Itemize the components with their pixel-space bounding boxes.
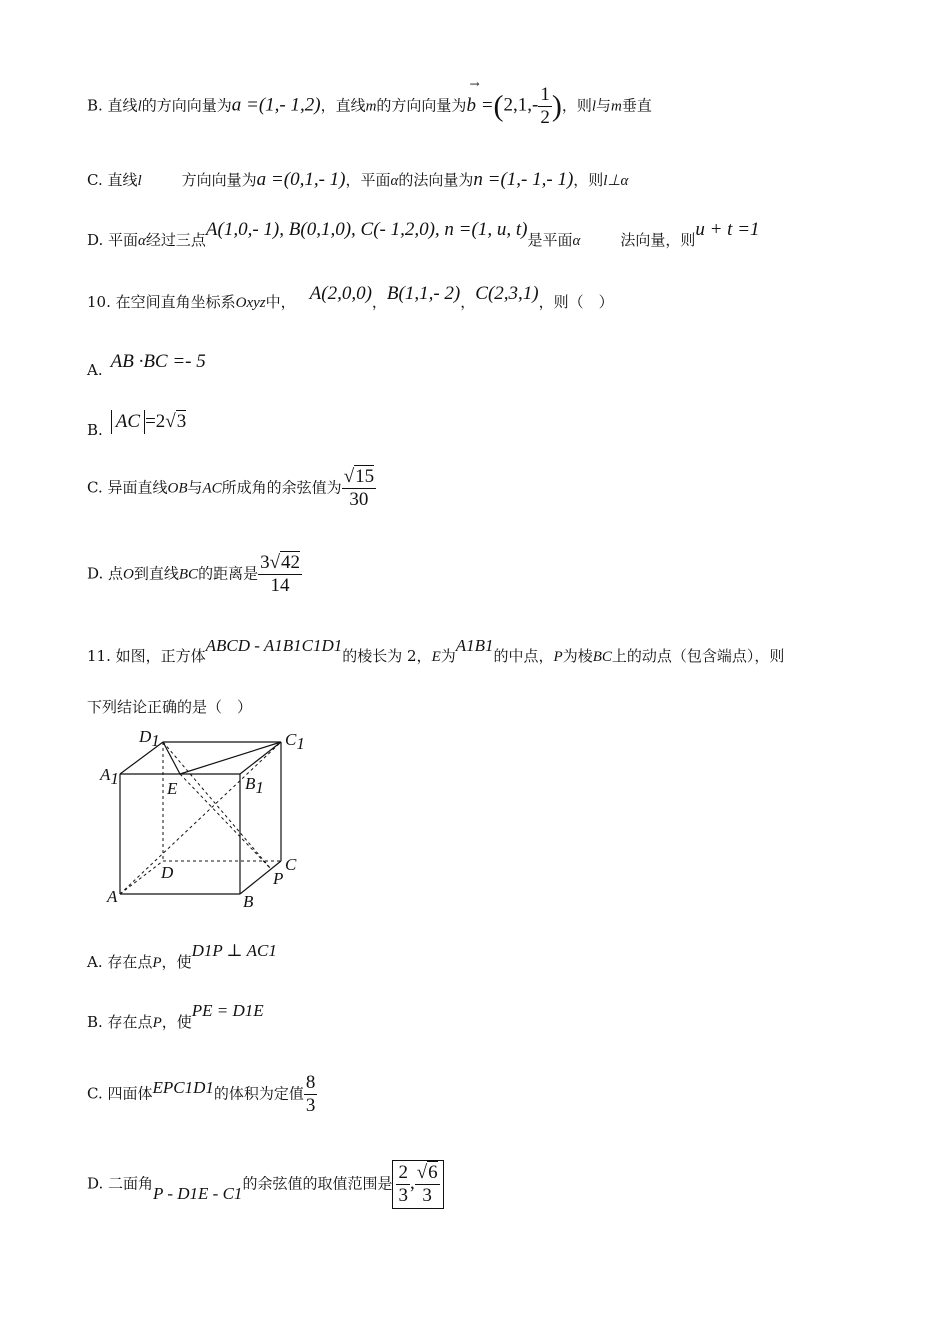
three-points: A(1,0,- 1), B(0,1,0), C(- 1,2,0), n =(1, u, t) [205,219,528,240]
normal-vector: n =(1,- 1,- 1) [473,169,574,190]
label-b: B [243,892,254,911]
vector-b: b = [466,94,494,116]
q11-option-c: C. 四面体EPC1D1的体积为定值 $\frac{8}{3}$ [87,1072,316,1116]
q10-stem: 10. 在空间直角坐标系Oxyz中， A(2,0,0)，B(1,1,- 2)，C(2,3,1)，则（ ） [87,283,614,311]
label-d1: D1 [139,727,160,750]
fraction-sqrt15-30: $\frac{√15}{30}$ [343,466,375,510]
fraction-half: $\frac{1}{2}$ [540,84,550,128]
line-ac1 [120,742,284,894]
var-l: l [137,98,142,115]
cube-figure [95,722,315,912]
fraction-3sqrt42-14: $\frac{3√42}{14}$ [260,552,301,596]
line-ec1 [180,742,281,774]
q11-stem-line2: 下列结论正确的是（ ） [87,698,253,716]
edge-ad [120,861,163,894]
q9-option-b: B. 直线l的方向向量为a =(1,- 1,2)，直线m的方向向量为 → b =(2,1,- $\frac{1}{2}$ )，则l与m垂直 [87,84,652,129]
label-a1: A1 [100,765,119,788]
q10-option-a: A. AB ·BC =- 5 [87,351,206,379]
label-b1: B1 [245,774,264,797]
label-c: C [285,855,297,874]
fraction-8-3: $\frac{8}{3}$ [305,1072,316,1116]
line-d1p [163,742,271,869]
line-d1e [163,742,180,774]
q11-option-d: D. 二面角P - D1E - C1的余弦值的取值范围是 $\frac{2}{3}$ , $\frac{√6}{3}$ [87,1160,444,1209]
vector-a: a =(0,1,- 1) [256,169,346,190]
label-d: D [161,863,174,882]
q10-option-b: B. AC =2√3 [87,411,187,439]
edge-b1c1 [240,742,281,774]
q9-option-c: C. 直线l 方向向量为a =(0,1,- 1)，平面α的法向量为n =(1,- 1,- 1)，则l⊥α [87,169,629,190]
label-c1: C1 [285,730,305,753]
q11-option-a: A. 存在点P，使D1P ⊥ AC1 [87,941,277,971]
label-p: P [273,869,284,888]
label-e: E [167,779,178,798]
interval-bracket: $\frac{2}{3}$ , $\frac{√6}{3}$ [392,1160,443,1209]
q11-stem-line1: 11. 如图，正方体ABCD - A1B1C1D1的棱长为 2，E为A1B1的中点，P为棱BC上的动点（包含端点），则 [87,636,785,665]
q10-option-c: C. 异面直线OB与AC所成角的余弦值为 $\frac{√15}{30}$ [87,466,375,510]
q10-option-d: D. 点O到直线BC的距离是 $\frac{3√42}{14}$ [87,552,301,596]
vector-a: a =(1,- 1,2) [231,94,321,116]
q11-option-b: B. 存在点P，使PE = D1E [87,1001,264,1031]
q9-option-d: D. 平面α经过三点A(1,0,- 1), B(0,1,0), C(- 1,2,0), n =(1, u, t)是平面α 法向量，则u + t =1 [87,219,760,249]
label-a: A [107,887,118,906]
vector-arrow-icon: → [469,76,480,91]
